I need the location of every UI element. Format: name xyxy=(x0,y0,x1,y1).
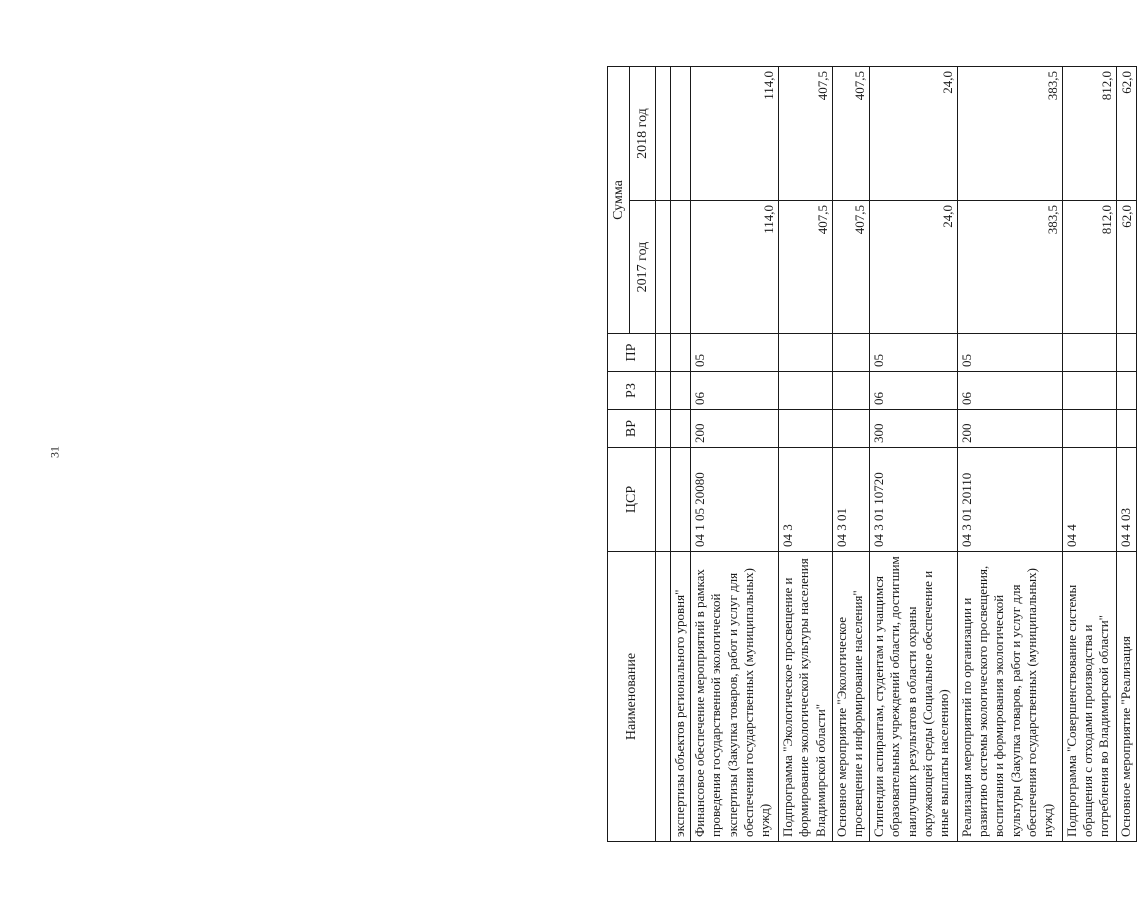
row-pr: 05 xyxy=(691,334,779,372)
header-csr: ЦСР xyxy=(608,448,656,552)
row-csr: 04 4 xyxy=(1062,448,1116,552)
row-csr: 04 3 01 20110 xyxy=(957,448,1062,552)
row-sum-2017: 62,0 xyxy=(1116,201,1136,334)
row-sum-2018 xyxy=(671,67,691,201)
row-pr xyxy=(1116,334,1136,372)
header-year-2017: 2017 год xyxy=(630,201,656,334)
row-rz xyxy=(1116,372,1136,410)
rotated-page xyxy=(607,67,1137,842)
row-sum-2018: 62,0 xyxy=(1116,67,1136,201)
row-name: Подпрограмма "Совершенствование системы обращения с отходами производства и потребления во Владимирской области" xyxy=(1062,552,1116,842)
row-rz: 06 xyxy=(870,372,958,410)
row-sum-2018: 812,0 xyxy=(1062,67,1116,201)
header-sum: Сумма xyxy=(608,67,630,334)
row-csr: 04 3 01 xyxy=(833,448,870,552)
row-vr: 200 xyxy=(957,410,1062,448)
row-sum-2017: 812,0 xyxy=(1062,201,1116,334)
row-vr xyxy=(833,410,870,448)
header-year-2018: 2018 год xyxy=(630,67,656,201)
row-pr xyxy=(1062,334,1116,372)
row-vr: 200 xyxy=(691,410,779,448)
table-row xyxy=(779,67,833,842)
table-row xyxy=(671,67,691,842)
row-rz xyxy=(1062,372,1116,410)
row-csr: 04 4 03 xyxy=(1116,448,1136,552)
row-sum-2017: 407,5 xyxy=(779,201,833,334)
row-vr xyxy=(1116,410,1136,448)
row-sum-2018: 407,5 xyxy=(779,67,833,201)
row-vr xyxy=(671,410,691,448)
table-row xyxy=(691,67,779,842)
table-row xyxy=(1062,67,1116,842)
row-pr: 05 xyxy=(957,334,1062,372)
row-pr: 05 xyxy=(870,334,958,372)
row-rz: 06 xyxy=(691,372,779,410)
row-pr xyxy=(779,334,833,372)
row-rz xyxy=(779,372,833,410)
row-csr: 04 3 xyxy=(779,448,833,552)
header-rz: РЗ xyxy=(608,372,656,410)
row-rz xyxy=(833,372,870,410)
row-sum-2017: 24,0 xyxy=(870,201,958,334)
row-vr xyxy=(1062,410,1116,448)
row-name: Основное мероприятие "Реализация xyxy=(1116,552,1136,842)
row-name: Реализация мероприятий по организации и развитию системы экологического просвещения, воспитания и формирования экологической культуры (Закупка товаров, работ и услуг для обеспечения государственных (муниципальных) нужд) xyxy=(957,552,1062,842)
table-row xyxy=(833,67,870,842)
column-index-row xyxy=(656,67,671,842)
row-pr xyxy=(833,334,870,372)
row-sum-2018: 114,0 xyxy=(691,67,779,201)
row-csr xyxy=(671,448,691,552)
row-name: экспертизы объектов регионального уровня" xyxy=(671,552,691,842)
row-sum-2017: 383,5 xyxy=(957,201,1062,334)
row-vr xyxy=(779,410,833,448)
row-sum-2017 xyxy=(671,201,691,334)
row-rz: 06 xyxy=(957,372,1062,410)
header-vr: ВР xyxy=(608,410,656,448)
row-csr: 04 3 01 10720 xyxy=(870,448,958,552)
row-csr: 04 1 05 20080 xyxy=(691,448,779,552)
row-name: Стипендии аспирантам, студентам и учащимся образовательных учреждений области, достигшим наилучших результатов в области охраны окружающей среды (Социальное обеспечение и иные выплаты населению) xyxy=(870,552,958,842)
table-row xyxy=(957,67,1062,842)
row-name: Финансовое обеспечение мероприятий в рамках проведения государственной экологической экспертизы (Закупка товаров, работ и услуг для обеспечения государственных (муниципальных) нужд) xyxy=(691,552,779,842)
table-row xyxy=(1116,67,1136,842)
row-name: Подпрограмма "Экологическое просвещение и формирование экологической культуры населения Владимирской области" xyxy=(779,552,833,842)
row-name: Основное мероприятие "Экологическое просвещение и информирование населения" xyxy=(833,552,870,842)
row-vr: 300 xyxy=(870,410,958,448)
row-sum-2018: 24,0 xyxy=(870,67,958,201)
row-sum-2018: 407,5 xyxy=(833,67,870,201)
row-sum-2017: 114,0 xyxy=(691,201,779,334)
row-sum-2018: 383,5 xyxy=(957,67,1062,201)
row-pr xyxy=(671,334,691,372)
budget-table xyxy=(607,66,1137,842)
row-rz xyxy=(671,372,691,410)
table-row xyxy=(870,67,958,842)
row-sum-2017: 407,5 xyxy=(833,201,870,334)
header-name: Наименование xyxy=(608,552,656,842)
header-pr: ПР xyxy=(608,334,656,372)
page-number: 31 xyxy=(47,446,62,458)
